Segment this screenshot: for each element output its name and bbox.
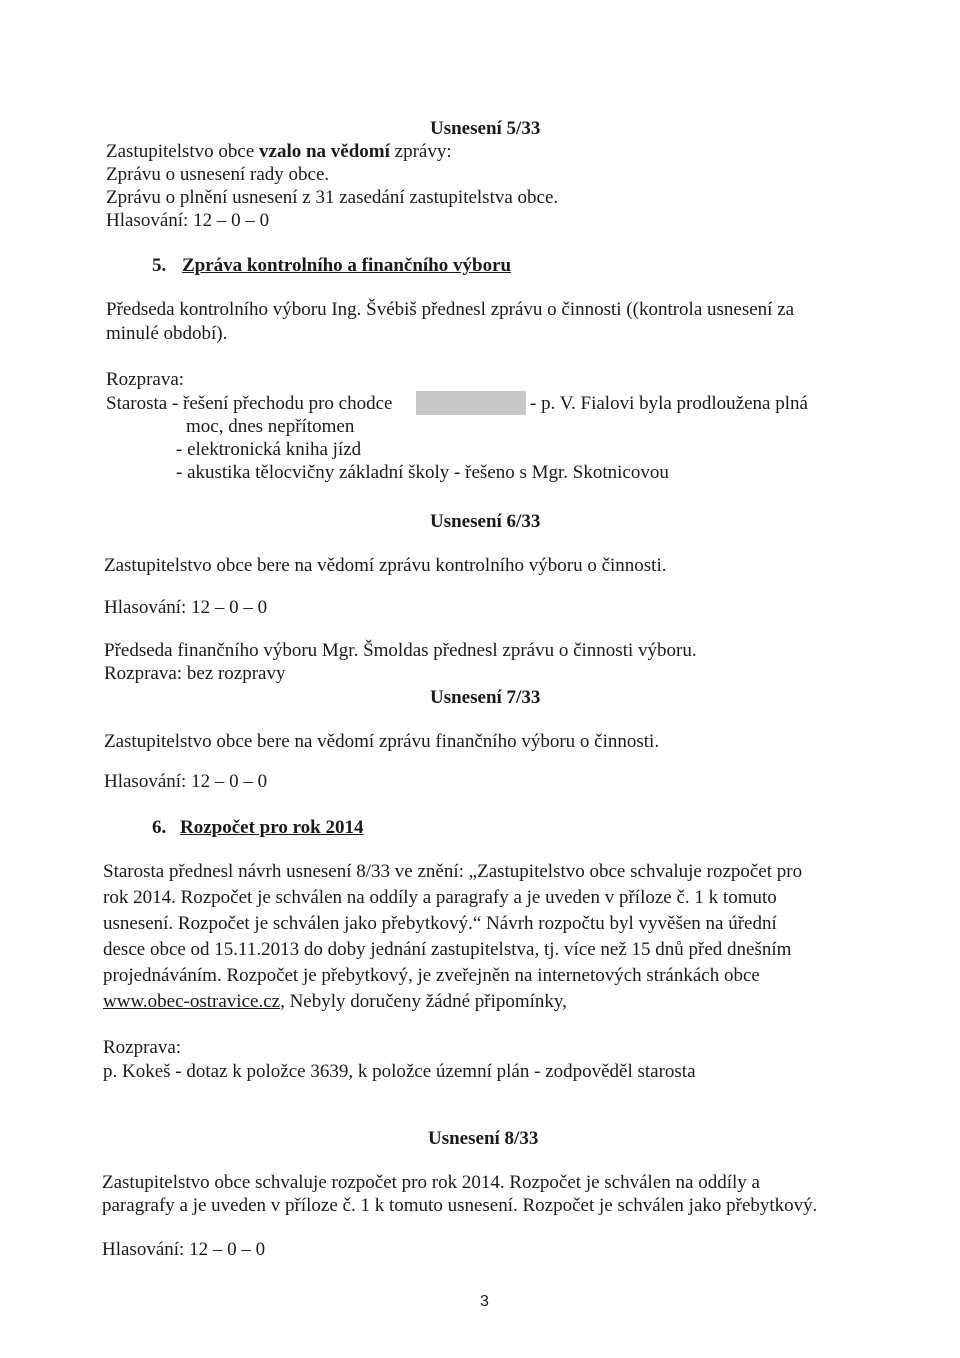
resolution-5-intro	[106, 140, 452, 164]
resolution-6-vote: Hlasování: 12 – 0 – 0	[104, 597, 268, 618]
section-5-paragraph-line-2: minulé období).	[106, 323, 228, 344]
section-6-line-6	[103, 990, 567, 1014]
section-6-line-3: usnesení. Rozpočet je schválen jako přebytkový.“ Návrh rozpočtu byl vyvěšen na úřední	[103, 913, 777, 934]
resolution-8-vote: Hlasování: 12 – 0 – 0	[102, 1239, 266, 1260]
resolution-5-vote: Hlasování: 12 – 0 – 0	[106, 210, 270, 231]
intro-text-end: zprávy:	[389, 141, 452, 162]
line-6-rest: , Nebyly doručeny žádné připomínky,	[280, 991, 567, 1012]
resolution-8-line-2: paragrafy a je uveden v příloze č. 1 k tomuto usnesení. Rozpočet je schválen jako přebytkový.	[102, 1195, 818, 1216]
discussion-item-1-end: - p. V. Fialovi byla prodloužena plná	[530, 393, 808, 414]
section-5-discussion-label: Rozprava:	[106, 369, 185, 390]
discussion-item-2: - elektronická kniha jízd	[176, 439, 362, 460]
section-6-line-4: desce obce od 15.11.2013 do doby jednání zastupitelstva, tj. více než 15 dnů před dnešním	[103, 939, 792, 960]
intro-bold: vzalo na vědomí	[259, 141, 390, 162]
discussion-item-3: - akustika tělocvičny základní školy - řešeno s Mgr. Skotnicovou	[176, 462, 669, 483]
resolution-5-item-1: Zprávu o usnesení rady obce.	[106, 164, 330, 185]
resolution-6-title: Usnesení 6/33	[430, 511, 541, 532]
finance-report-line: Předseda finančního výboru Mgr. Šmoldas přednesl zprávu o činnosti výboru.	[104, 640, 697, 661]
resolution-7-vote: Hlasování: 12 – 0 – 0	[104, 771, 268, 792]
section-6-discussion-item: p. Kokeš - dotaz k položce 3639, k položce územní plán - zodpověděl starosta	[103, 1061, 696, 1082]
page-number: 3	[480, 1293, 489, 1310]
resolution-8-line-1: Zastupitelstvo obce schvaluje rozpočet pro rok 2014. Rozpočet je schválen na oddíly a	[102, 1172, 760, 1193]
section-6-line-2: rok 2014. Rozpočet je schválen na oddíly a paragrafy a je uveden v příloze č. 1 k tomuto	[103, 887, 777, 908]
resolution-8-title: Usnesení 8/33	[428, 1128, 539, 1149]
resolution-5-title: Usnesení 5/33	[430, 118, 541, 139]
website-link[interactable]: www.obec-ostravice.cz	[103, 991, 281, 1012]
resolution-7-title: Usnesení 7/33	[430, 687, 541, 708]
intro-text: Zastupitelstvo obce	[106, 141, 260, 162]
resolution-7-text: Zastupitelstvo obce bere na vědomí zprávu finančního výboru o činnosti.	[104, 731, 660, 752]
section-5-heading: Zpráva kontrolního a finančního výboru	[182, 255, 512, 276]
section-6-line-1: Starosta přednesl návrh usnesení 8/33 ve znění: „Zastupitelstvo obce schvaluje rozpočet pro	[103, 861, 803, 882]
resolution-6-text: Zastupitelstvo obce bere na vědomí zprávu kontrolního výboru o činnosti.	[104, 555, 667, 576]
finance-discussion: Rozprava: bez rozpravy	[104, 663, 286, 684]
section-5-number: 5.	[152, 255, 167, 276]
section-6-heading: Rozpočet pro rok 2014	[180, 817, 364, 838]
section-6-number: 6.	[152, 817, 167, 838]
redacted-block	[416, 391, 526, 415]
discussion-item-1: Starosta - řešení přechodu pro chodce	[106, 393, 393, 414]
discussion-item-1-continuation: moc, dnes nepřítomen	[186, 416, 355, 437]
resolution-5-item-2: Zprávu o plnění usnesení z 31 zasedání zastupitelstva obce.	[106, 187, 559, 208]
section-5-paragraph-line-1: Předseda kontrolního výboru Ing. Švébiš přednesl zprávu o činnosti ((kontrola usnesení za	[106, 299, 795, 320]
section-6-line-5: projednáváním. Rozpočet je přebytkový, je zveřejněn na internetových stránkách obce	[103, 965, 760, 986]
section-6-discussion-label: Rozprava:	[103, 1037, 182, 1058]
